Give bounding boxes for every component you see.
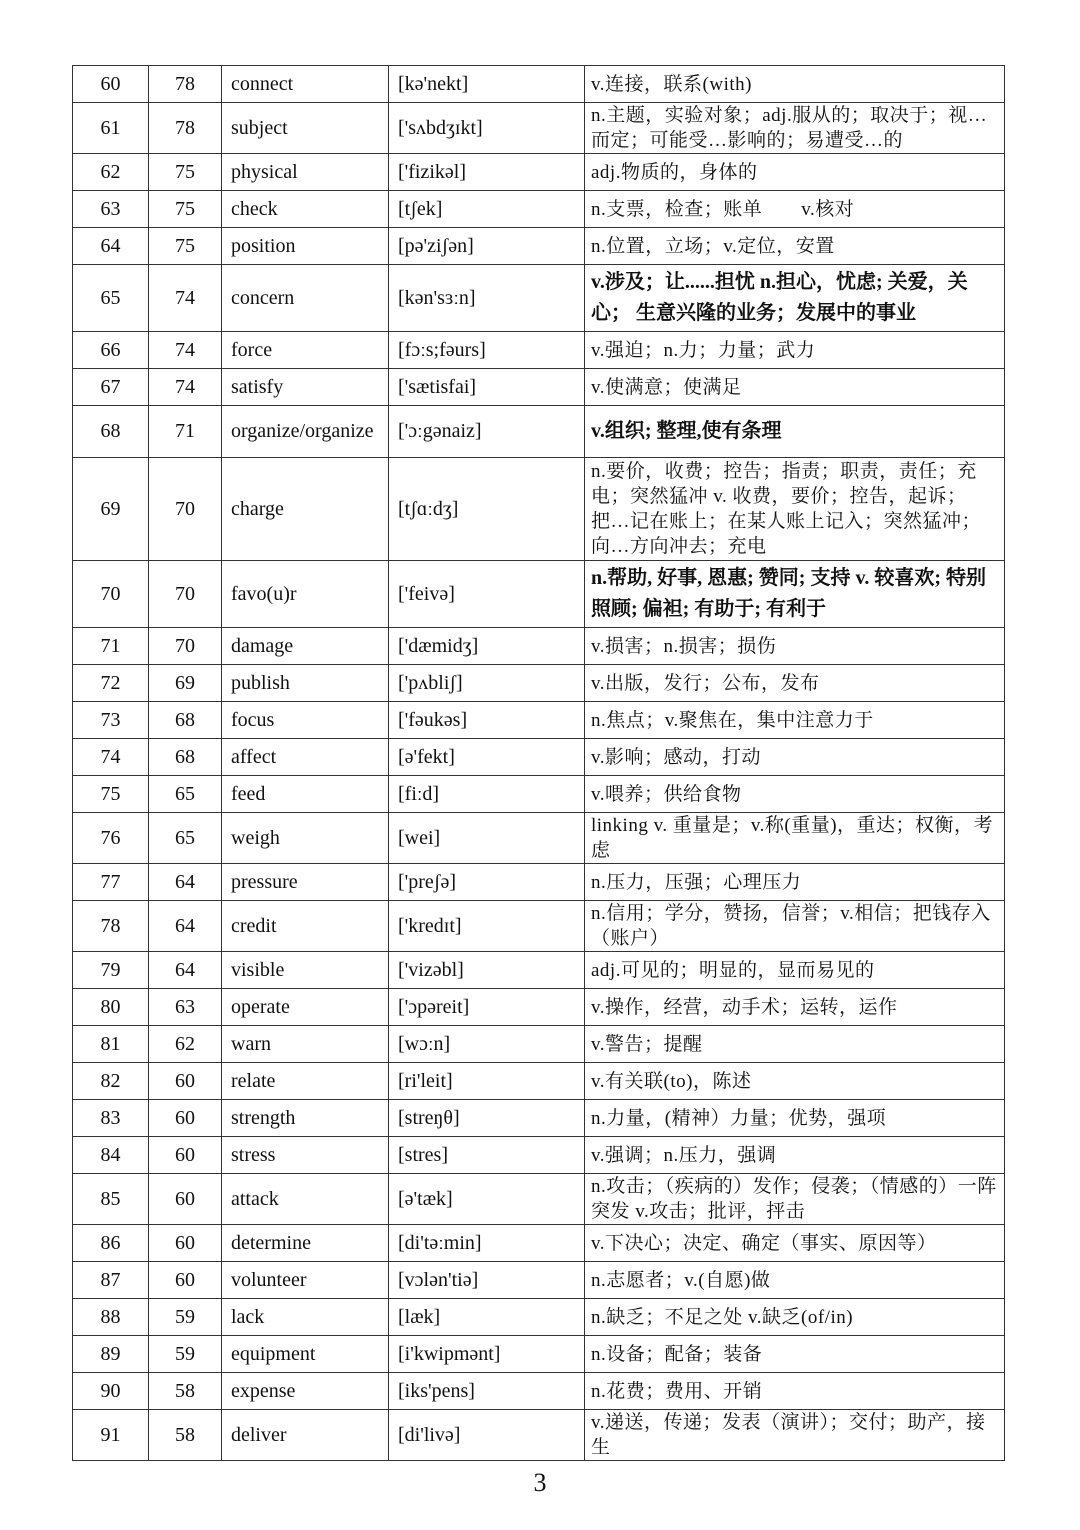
definition-cell: v.递送，传递；发表（演讲）；交付；助产，接生 [585, 1410, 1005, 1461]
table-row [73, 103, 1005, 154]
table-row [73, 1100, 1005, 1137]
word-cell: equipment [222, 1336, 389, 1373]
definition-cell: linking v. 重量是；v.称(重量)，重达；权衡，考虑 [585, 813, 1005, 864]
entry-number-cell: 84 [73, 1137, 149, 1174]
phonetic-cell: [tʃɑːdʒ] [389, 458, 585, 561]
phonetic-cell: [iks'pens] [389, 1373, 585, 1410]
table-row [73, 1063, 1005, 1100]
table-row [73, 406, 1005, 458]
entry-number-cell: 83 [73, 1100, 149, 1137]
frequency-cell: 75 [149, 228, 222, 265]
word-cell: favo(u)r [222, 561, 389, 628]
table-row [73, 1336, 1005, 1373]
table-row [73, 739, 1005, 776]
phonetic-cell: ['vizəbl] [389, 952, 585, 989]
phonetic-cell: [tʃek] [389, 191, 585, 228]
definition-cell: n.位置，立场；v.定位，安置 [585, 228, 1005, 265]
definition-cell: n.主题，实验对象；adj.服从的；取决于；视…而定；可能受…影响的；易遭受…的 [585, 103, 1005, 154]
word-cell: affect [222, 739, 389, 776]
frequency-cell: 59 [149, 1336, 222, 1373]
definition-cell: v.损害；n.损害；损伤 [585, 628, 1005, 665]
frequency-cell: 63 [149, 989, 222, 1026]
phonetic-cell: [ri'leit] [389, 1063, 585, 1100]
frequency-cell: 60 [149, 1174, 222, 1225]
table-row [73, 1174, 1005, 1225]
frequency-cell: 60 [149, 1262, 222, 1299]
table-row [73, 1410, 1005, 1461]
entry-number-cell: 62 [73, 154, 149, 191]
phonetic-cell: [vɔlən'tiə] [389, 1262, 585, 1299]
entry-number-cell: 71 [73, 628, 149, 665]
definition-cell: n.焦点；v.聚焦在，集中注意力于 [585, 702, 1005, 739]
word-cell: check [222, 191, 389, 228]
definition-cell: v.组织; 整理,使有条理 [585, 406, 1005, 458]
table-row [73, 154, 1005, 191]
definition-cell: n.志愿者；v.(自愿)做 [585, 1262, 1005, 1299]
word-cell: lack [222, 1299, 389, 1336]
frequency-cell: 69 [149, 665, 222, 702]
frequency-cell: 65 [149, 813, 222, 864]
phonetic-cell: [streŋθ] [389, 1100, 585, 1137]
frequency-cell: 75 [149, 191, 222, 228]
entry-number-cell: 77 [73, 864, 149, 901]
frequency-cell: 58 [149, 1373, 222, 1410]
frequency-cell: 68 [149, 702, 222, 739]
phonetic-cell: [ə'fekt] [389, 739, 585, 776]
word-cell: determine [222, 1225, 389, 1262]
phonetic-cell: [wɔːn] [389, 1026, 585, 1063]
entry-number-cell: 72 [73, 665, 149, 702]
frequency-cell: 64 [149, 864, 222, 901]
entry-number-cell: 80 [73, 989, 149, 1026]
vocabulary-table-body [73, 66, 1005, 1461]
phonetic-cell: ['dæmidʒ] [389, 628, 585, 665]
word-cell: publish [222, 665, 389, 702]
phonetic-cell: [wei] [389, 813, 585, 864]
phonetic-cell: [di'livə] [389, 1410, 585, 1461]
table-row [73, 1026, 1005, 1063]
phonetic-cell: [ə'tæk] [389, 1174, 585, 1225]
word-cell: warn [222, 1026, 389, 1063]
entry-number-cell: 89 [73, 1336, 149, 1373]
word-cell: position [222, 228, 389, 265]
table-row [73, 66, 1005, 103]
table-row [73, 1373, 1005, 1410]
word-cell: strength [222, 1100, 389, 1137]
entry-number-cell: 69 [73, 458, 149, 561]
word-cell: focus [222, 702, 389, 739]
frequency-cell: 74 [149, 332, 222, 369]
entry-number-cell: 81 [73, 1026, 149, 1063]
definition-cell: v.使满意；使满足 [585, 369, 1005, 406]
entry-number-cell: 64 [73, 228, 149, 265]
frequency-cell: 78 [149, 66, 222, 103]
definition-cell: v.强迫；n.力；力量；武力 [585, 332, 1005, 369]
definition-cell: v.有关联(to)，陈述 [585, 1063, 1005, 1100]
entry-number-cell: 66 [73, 332, 149, 369]
phonetic-cell: ['ɔpəreit] [389, 989, 585, 1026]
frequency-cell: 75 [149, 154, 222, 191]
table-row [73, 458, 1005, 561]
frequency-cell: 65 [149, 776, 222, 813]
word-cell: visible [222, 952, 389, 989]
word-cell: pressure [222, 864, 389, 901]
phonetic-cell: ['sʌbdʒɪkt] [389, 103, 585, 154]
table-row [73, 901, 1005, 952]
word-cell: force [222, 332, 389, 369]
frequency-cell: 64 [149, 901, 222, 952]
phonetic-cell: ['fəukəs] [389, 702, 585, 739]
entry-number-cell: 65 [73, 265, 149, 332]
phonetic-cell: [stres] [389, 1137, 585, 1174]
table-row [73, 265, 1005, 332]
frequency-cell: 60 [149, 1100, 222, 1137]
table-row [73, 864, 1005, 901]
frequency-cell: 70 [149, 628, 222, 665]
definition-cell: n.信用；学分，赞扬，信誉；v.相信；把钱存入（账户） [585, 901, 1005, 952]
word-cell: satisfy [222, 369, 389, 406]
definition-cell: adj.可见的；明显的，显而易见的 [585, 952, 1005, 989]
table-row [73, 1299, 1005, 1336]
entry-number-cell: 82 [73, 1063, 149, 1100]
phonetic-cell: [fiːd] [389, 776, 585, 813]
table-row [73, 952, 1005, 989]
table-row [73, 1137, 1005, 1174]
entry-number-cell: 61 [73, 103, 149, 154]
entry-number-cell: 75 [73, 776, 149, 813]
entry-number-cell: 60 [73, 66, 149, 103]
table-row [73, 561, 1005, 628]
frequency-cell: 70 [149, 458, 222, 561]
vocabulary-table [72, 65, 1005, 1461]
table-row [73, 989, 1005, 1026]
entry-number-cell: 63 [73, 191, 149, 228]
definition-cell: n.帮助, 好事, 恩惠; 赞同; 支持 v. 较喜欢; 特别照顾; 偏袒; 有助于; 有利于 [585, 561, 1005, 628]
definition-cell: v.出版，发行；公布，发布 [585, 665, 1005, 702]
definition-cell: v.强调；n.压力，强调 [585, 1137, 1005, 1174]
entry-number-cell: 86 [73, 1225, 149, 1262]
phonetic-cell: ['fizikəl] [389, 154, 585, 191]
table-row [73, 332, 1005, 369]
phonetic-cell: ['feivə] [389, 561, 585, 628]
word-cell: weigh [222, 813, 389, 864]
definition-cell: n.压力，压强；心理压力 [585, 864, 1005, 901]
frequency-cell: 60 [149, 1137, 222, 1174]
phonetic-cell: [fɔːs;fəurs] [389, 332, 585, 369]
definition-cell: v.影响；感动，打动 [585, 739, 1005, 776]
table-row [73, 702, 1005, 739]
entry-number-cell: 88 [73, 1299, 149, 1336]
table-row [73, 191, 1005, 228]
page-number: 3 [533, 1468, 547, 1497]
entry-number-cell: 73 [73, 702, 149, 739]
table-row [73, 813, 1005, 864]
phonetic-cell: ['pʌbliʃ] [389, 665, 585, 702]
entry-number-cell: 78 [73, 901, 149, 952]
table-row [73, 1225, 1005, 1262]
word-cell: volunteer [222, 1262, 389, 1299]
entry-number-cell: 70 [73, 561, 149, 628]
entry-number-cell: 87 [73, 1262, 149, 1299]
word-cell: attack [222, 1174, 389, 1225]
frequency-cell: 74 [149, 369, 222, 406]
word-cell: relate [222, 1063, 389, 1100]
frequency-cell: 64 [149, 952, 222, 989]
table-row [73, 776, 1005, 813]
word-cell: deliver [222, 1410, 389, 1461]
table-row [73, 628, 1005, 665]
frequency-cell: 70 [149, 561, 222, 628]
word-cell: damage [222, 628, 389, 665]
phonetic-cell: ['preʃə] [389, 864, 585, 901]
phonetic-cell: ['ɔːgənaiz] [389, 406, 585, 458]
entry-number-cell: 91 [73, 1410, 149, 1461]
phonetic-cell: [kən'sɜːn] [389, 265, 585, 332]
entry-number-cell: 76 [73, 813, 149, 864]
definition-cell: n.设备；配备；装备 [585, 1336, 1005, 1373]
phonetic-cell: [læk] [389, 1299, 585, 1336]
frequency-cell: 59 [149, 1299, 222, 1336]
word-cell: expense [222, 1373, 389, 1410]
word-cell: subject [222, 103, 389, 154]
phonetic-cell: ['kredɪt] [389, 901, 585, 952]
phonetic-cell: [pə'ziʃən] [389, 228, 585, 265]
phonetic-cell: [di'təːmin] [389, 1225, 585, 1262]
table-row [73, 1262, 1005, 1299]
word-cell: operate [222, 989, 389, 1026]
entry-number-cell: 68 [73, 406, 149, 458]
phonetic-cell: [i'kwipmənt] [389, 1336, 585, 1373]
frequency-cell: 62 [149, 1026, 222, 1063]
definition-cell: adj.物质的，身体的 [585, 154, 1005, 191]
entry-number-cell: 90 [73, 1373, 149, 1410]
word-cell: stress [222, 1137, 389, 1174]
word-cell: physical [222, 154, 389, 191]
definition-cell: v.喂养；供给食物 [585, 776, 1005, 813]
entry-number-cell: 74 [73, 739, 149, 776]
phonetic-cell: ['sætisfai] [389, 369, 585, 406]
definition-cell: n.缺乏；不足之处 v.缺乏(of/in) [585, 1299, 1005, 1336]
entry-number-cell: 85 [73, 1174, 149, 1225]
entry-number-cell: 67 [73, 369, 149, 406]
frequency-cell: 60 [149, 1063, 222, 1100]
entry-number-cell: 79 [73, 952, 149, 989]
word-cell: charge [222, 458, 389, 561]
frequency-cell: 60 [149, 1225, 222, 1262]
definition-cell: n.支票，检查；账单 v.核对 [585, 191, 1005, 228]
definition-cell: n.攻击；（疾病的）发作；侵袭；（情感的）一阵突发 v.攻击；批评，抨击 [585, 1174, 1005, 1225]
definition-cell: v.涉及；让......担忧 n.担心，忧虑; 关爱，关心； 生意兴隆的业务；发展中的事业 [585, 265, 1005, 332]
definition-cell: n.花费；费用、开销 [585, 1373, 1005, 1410]
definition-cell: v.警告；提醒 [585, 1026, 1005, 1063]
definition-cell: n.要价，收费；控告；指责；职责，责任；充电；突然猛冲 v. 收费，要价；控告，起诉；把…记在账上；在某人账上记入；突然猛冲；向…方向冲去；充电 [585, 458, 1005, 561]
definition-cell: v.下决心；决定、确定（事实、原因等） [585, 1225, 1005, 1262]
frequency-cell: 74 [149, 265, 222, 332]
table-row [73, 665, 1005, 702]
word-cell: organize/organize [222, 406, 389, 458]
definition-cell: v.操作，经营，动手术；运转，运作 [585, 989, 1005, 1026]
table-row [73, 369, 1005, 406]
frequency-cell: 71 [149, 406, 222, 458]
definition-cell: n.力量，(精神）力量；优势，强项 [585, 1100, 1005, 1137]
definition-cell: v.连接，联系(with) [585, 66, 1005, 103]
frequency-cell: 58 [149, 1410, 222, 1461]
table-row [73, 228, 1005, 265]
frequency-cell: 78 [149, 103, 222, 154]
word-cell: connect [222, 66, 389, 103]
frequency-cell: 68 [149, 739, 222, 776]
word-cell: concern [222, 265, 389, 332]
word-cell: credit [222, 901, 389, 952]
word-cell: feed [222, 776, 389, 813]
phonetic-cell: [kə'nekt] [389, 66, 585, 103]
